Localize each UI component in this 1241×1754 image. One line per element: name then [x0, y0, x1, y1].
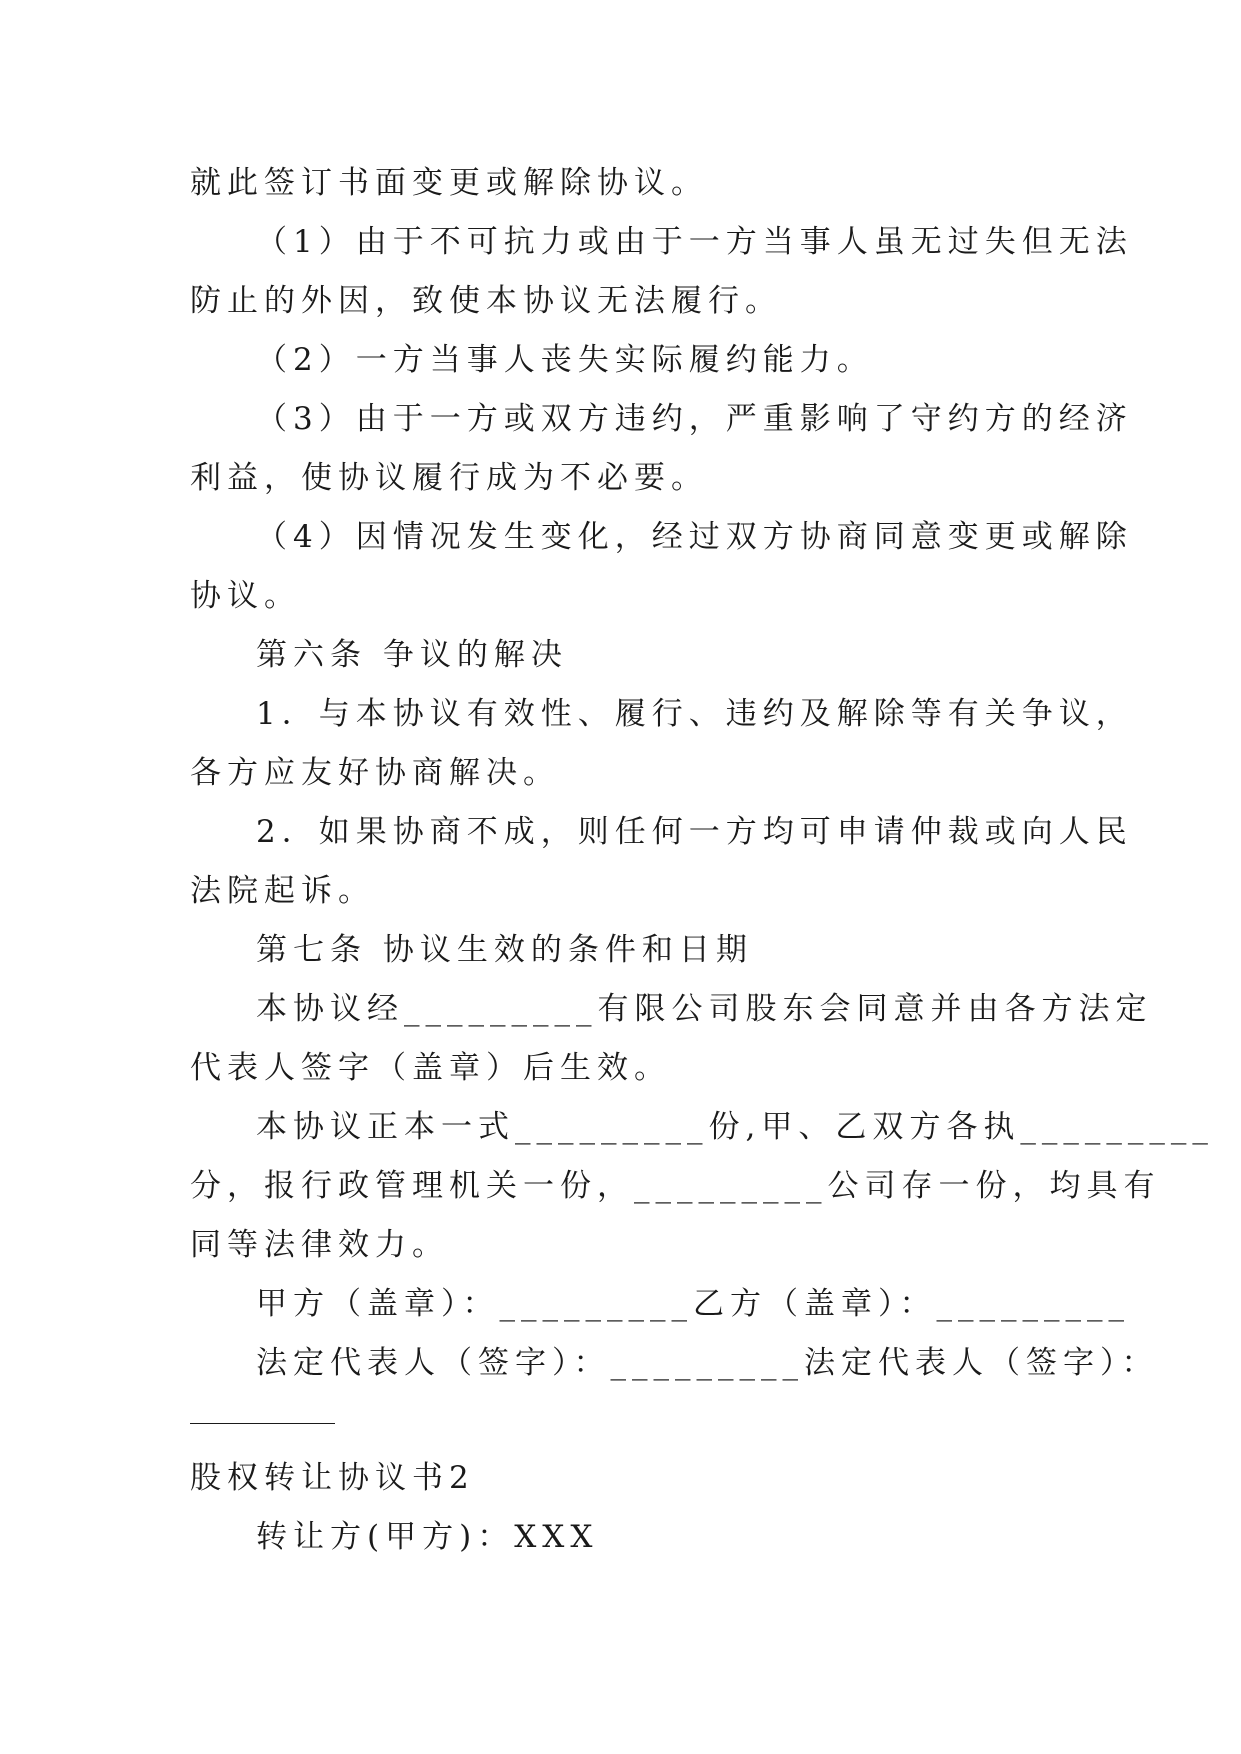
text-line: （1）由于不可抗力或由于一方当事人虽无过失但无法 [256, 224, 1133, 260]
text-line: （4）因情况发生变化，经过双方协商同意变更或解除 [256, 519, 1133, 555]
signature-line: 法定代表人（签字）：_________法定代表人（签字）： [256, 1345, 1159, 1381]
text-line: 利益，使协议履行成为不必要。 [190, 460, 708, 496]
text-line: 代表人签字（盖章）后生效。 [190, 1050, 671, 1086]
text-line: 各方应友好协商解决。 [190, 755, 560, 791]
text-line: 转让方(甲方)：XXX [256, 1519, 599, 1555]
text-line: 2．如果协商不成，则任何一方均可申请仲裁或向人民 [256, 814, 1133, 850]
section-heading: 第七条 协议生效的条件和日期 [256, 932, 753, 968]
signature-line: 甲方（盖章）：_________乙方（盖章）：_________ [256, 1286, 1130, 1322]
text-line: 本协议经_________有限公司股东会同意并由各方法定 [256, 991, 1153, 1027]
text-line: 法院起诉。 [190, 873, 375, 909]
text-line: 本协议正本一式_________份,甲、乙双方各执_________ [256, 1109, 1214, 1145]
text-line: （2）一方当事人丧失实际履约能力。 [256, 342, 874, 378]
text-line: 分，报行政管理机关一份，_________公司存一份，均具有 [190, 1168, 1161, 1204]
document-title: 股权转让协议书2 [190, 1460, 475, 1496]
signature-blank [190, 1423, 335, 1424]
section-heading: 第六条 争议的解决 [256, 637, 568, 673]
text-line: 同等法律效力。 [190, 1227, 449, 1263]
text-line: 1．与本协议有效性、履行、违约及解除等有关争议， [256, 696, 1133, 732]
text-line: （3）由于一方或双方违约，严重影响了守约方的经济 [256, 401, 1133, 437]
text-line: 就此签订书面变更或解除协议。 [190, 165, 708, 201]
text-line: 协议。 [190, 578, 301, 614]
text-line: 防止的外因，致使本协议无法履行。 [190, 283, 782, 319]
